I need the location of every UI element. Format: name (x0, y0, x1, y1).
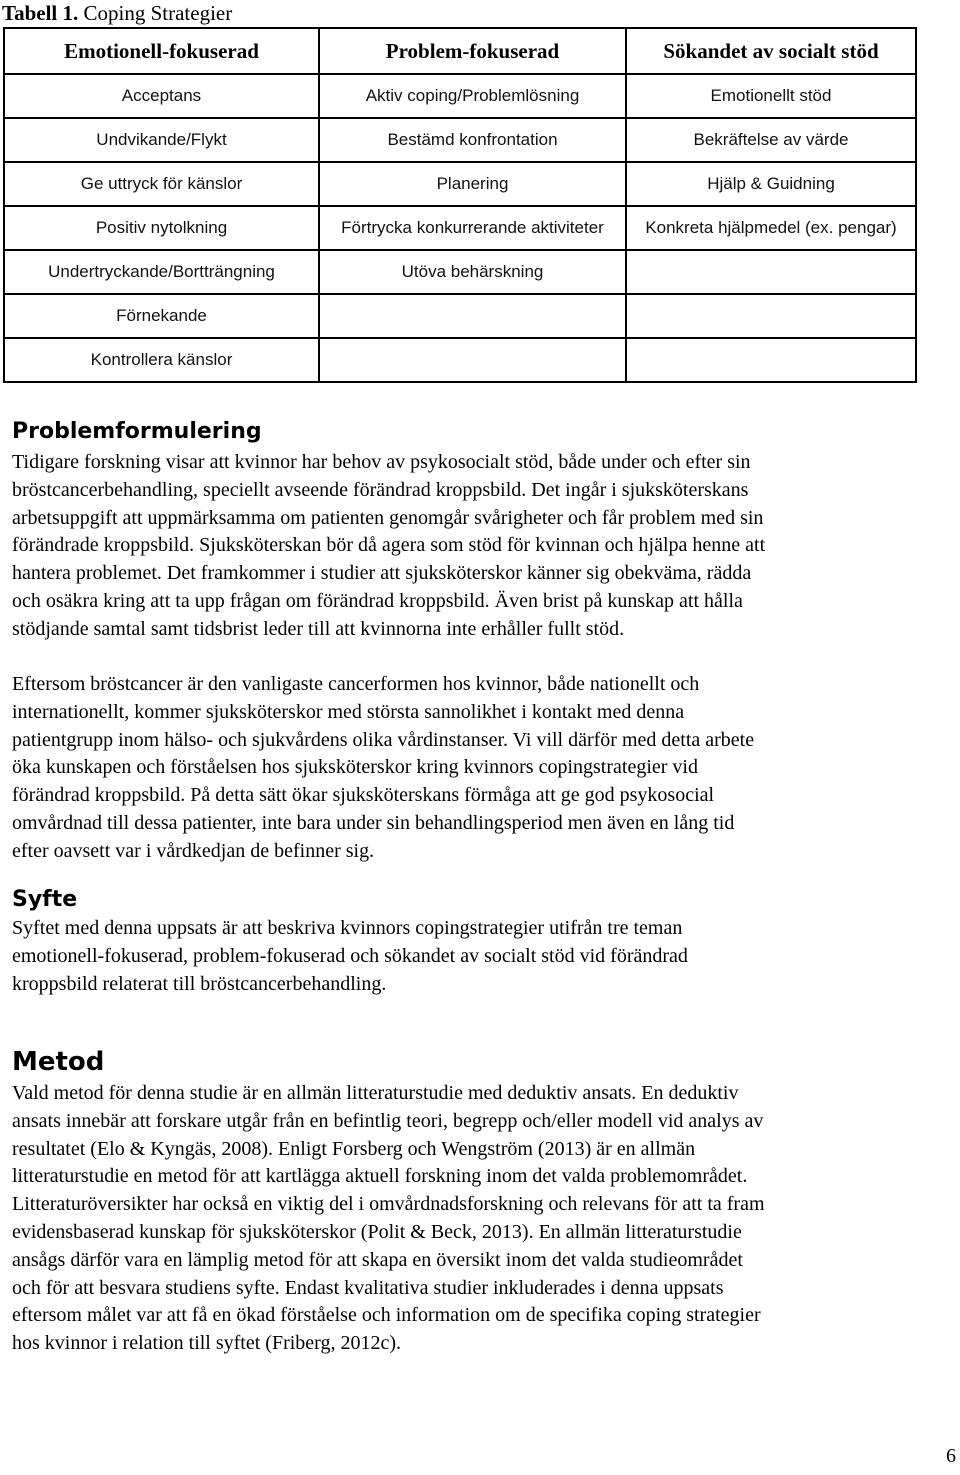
table-cell (626, 250, 916, 294)
table-caption-title: Coping Strategier (83, 1, 233, 25)
table-cell: Bestämd konfrontation (319, 118, 626, 162)
text-line: internationellt, kommer sjuksköterskor med största sannolikhet i kontakt med denna (12, 700, 685, 723)
text-line: Eftersom bröstcancer är den vanligaste cancerformen hos kvinnor, både nationellt och (12, 673, 700, 695)
paragraph-problemformulering (12, 449, 942, 644)
table-cell: Bekräftelse av värde (626, 118, 916, 162)
table-cell: Planering (319, 162, 626, 206)
text-line: förändrad kroppsbild. På detta sätt ökar sjuksköterskans förmåga att ge god psykosocial (12, 784, 715, 807)
table-cell: Undertryckande/Bortträngning (4, 250, 319, 294)
text-line: emotionell-fokuserad, problem-fokuserad och sökandet av socialt stöd vid förändrad (12, 944, 688, 967)
table-cell: Hjälp & Guidning (626, 162, 916, 206)
coping-strategies-table (3, 27, 917, 383)
paragraph-metod (12, 1080, 942, 1358)
text-line: Vald metod för denna studie är en allmän litteraturstudie med deduktiv ansats. En deduktiv (12, 1082, 739, 1104)
text-line: ansats innebär att forskare utgår från en befintlig teori, begrepp och/eller modell vid analys av (12, 1109, 764, 1132)
table-cell: Förtrycka konkurrerande aktiviteter (319, 206, 626, 250)
table-row (4, 74, 916, 118)
table-caption-label: Tabell 1. (2, 1, 79, 25)
table-cell (626, 338, 916, 382)
table-cell: Emotionellt stöd (626, 74, 916, 118)
text-line: resultatet (Elo & Kyngäs, 2008). Enligt Forsberg och Wengström (2013) är en allmän (12, 1137, 696, 1160)
table-row (4, 162, 916, 206)
table-cell: Kontrollera känslor (4, 338, 319, 382)
table-cell: Konkreta hjälpmedel (ex. pengar) (626, 206, 916, 250)
text-line: hos kvinnor i relation till syftet (Friberg, 2012c). (12, 1332, 402, 1355)
table-cell: Positiv nytolkning (4, 206, 319, 250)
table-row (4, 338, 916, 382)
table-cell (319, 338, 626, 382)
page-number: 6 (946, 1445, 956, 1467)
text-line: arbetsuppgift att uppmärksamma om patienten genomgår svårigheter och får problem med sin (12, 506, 764, 529)
text-line: evidensbaserad kunskap för sjuksköterskor (Polit & Beck, 2013). En allmän litteraturstudie (12, 1220, 742, 1243)
table-cell (319, 294, 626, 338)
table-cell (626, 294, 916, 338)
heading-problemformulering: Problemformulering (12, 419, 262, 444)
paragraph-syfte (12, 915, 942, 998)
table-header-row (4, 28, 916, 74)
table-cell: Aktiv coping/Problemlösning (319, 74, 626, 118)
text-line: stödjande samtal samt tidsbrist leder till att kvinnorna inte erhåller fullt stöd. (12, 617, 625, 640)
text-line: kroppsbild relaterat till bröstcancerbehandling. (12, 972, 387, 995)
table-cell: Förnekande (4, 294, 319, 338)
header-emotion-focused: Emotionell-fokuserad (4, 28, 319, 74)
text-line: förändrade kroppsbild. Sjuksköterskan bör då agera som stöd för kvinnan och hjälpa henne att (12, 534, 766, 557)
text-line: öka kunskapen och förståelsen hos sjuksköterskor kring kvinnors copingstrategier vid (12, 756, 698, 779)
table-cell: Ge uttryck för känslor (4, 162, 319, 206)
text-line: omvårdnad till dessa patienter, inte bara under sin behandlingsperiod men även en lång tid (12, 811, 735, 834)
paragraph-eftersom (12, 671, 942, 866)
heading-syfte: Syfte (12, 887, 78, 912)
text-line: efter oavsett var i vårdkedjan de befinner sig. (12, 839, 375, 862)
text-line: Syftet med denna uppsats är att beskriva kvinnors copingstrategier utifrån tre teman (12, 917, 683, 939)
table-caption (2, 0, 232, 26)
text-line: patientgrupp inom hälso- och sjukvårdens olika vårdinstanser. Vi vill därför med detta arbete (12, 728, 755, 751)
table-cell: Utöva behärskning (319, 250, 626, 294)
text-line: ansågs därför vara en lämplig metod för att skapa en översikt inom det valda studieområdet (12, 1248, 743, 1271)
header-social-support: Sökandet av socialt stöd (626, 28, 916, 74)
text-line: Litteraturöversikter har också en viktig del i omvårdnadsforskning och relevans för att ta fram (12, 1193, 765, 1216)
table-row (4, 206, 916, 250)
text-line: och osäkra kring att ta upp frågan om förändrad kroppsbild. Även brist på kunskap att hålla (12, 589, 743, 612)
text-line: och för att besvara studiens syfte. Endast kvalitativa studier inkluderades i denna uppsats (12, 1276, 724, 1299)
table-row (4, 294, 916, 338)
text-line: eftersom målet var att få en ökad förståelse och information om de specifika coping strategier (12, 1304, 761, 1327)
heading-metod: Metod (12, 1047, 105, 1077)
text-line: litteraturstudie en metod för att kartlägga aktuell forskning inom det valda problemområdet. (12, 1165, 748, 1188)
text-line: Tidigare forskning visar att kvinnor har behov av psykosocialt stöd, både under och efter sin (12, 451, 751, 473)
text-line: bröstcancerbehandling, speciellt avseende förändrad kroppsbild. Det ingår i sjuksköterskans (12, 478, 749, 501)
table-row (4, 250, 916, 294)
table-cell: Undvikande/Flykt (4, 118, 319, 162)
table-row (4, 118, 916, 162)
text-line: hantera problemet. Det framkommer i studier att sjuksköterskor känner sig obekväma, rädda (12, 562, 752, 585)
header-problem-focused: Problem-fokuserad (319, 28, 626, 74)
table-cell: Acceptans (4, 74, 319, 118)
